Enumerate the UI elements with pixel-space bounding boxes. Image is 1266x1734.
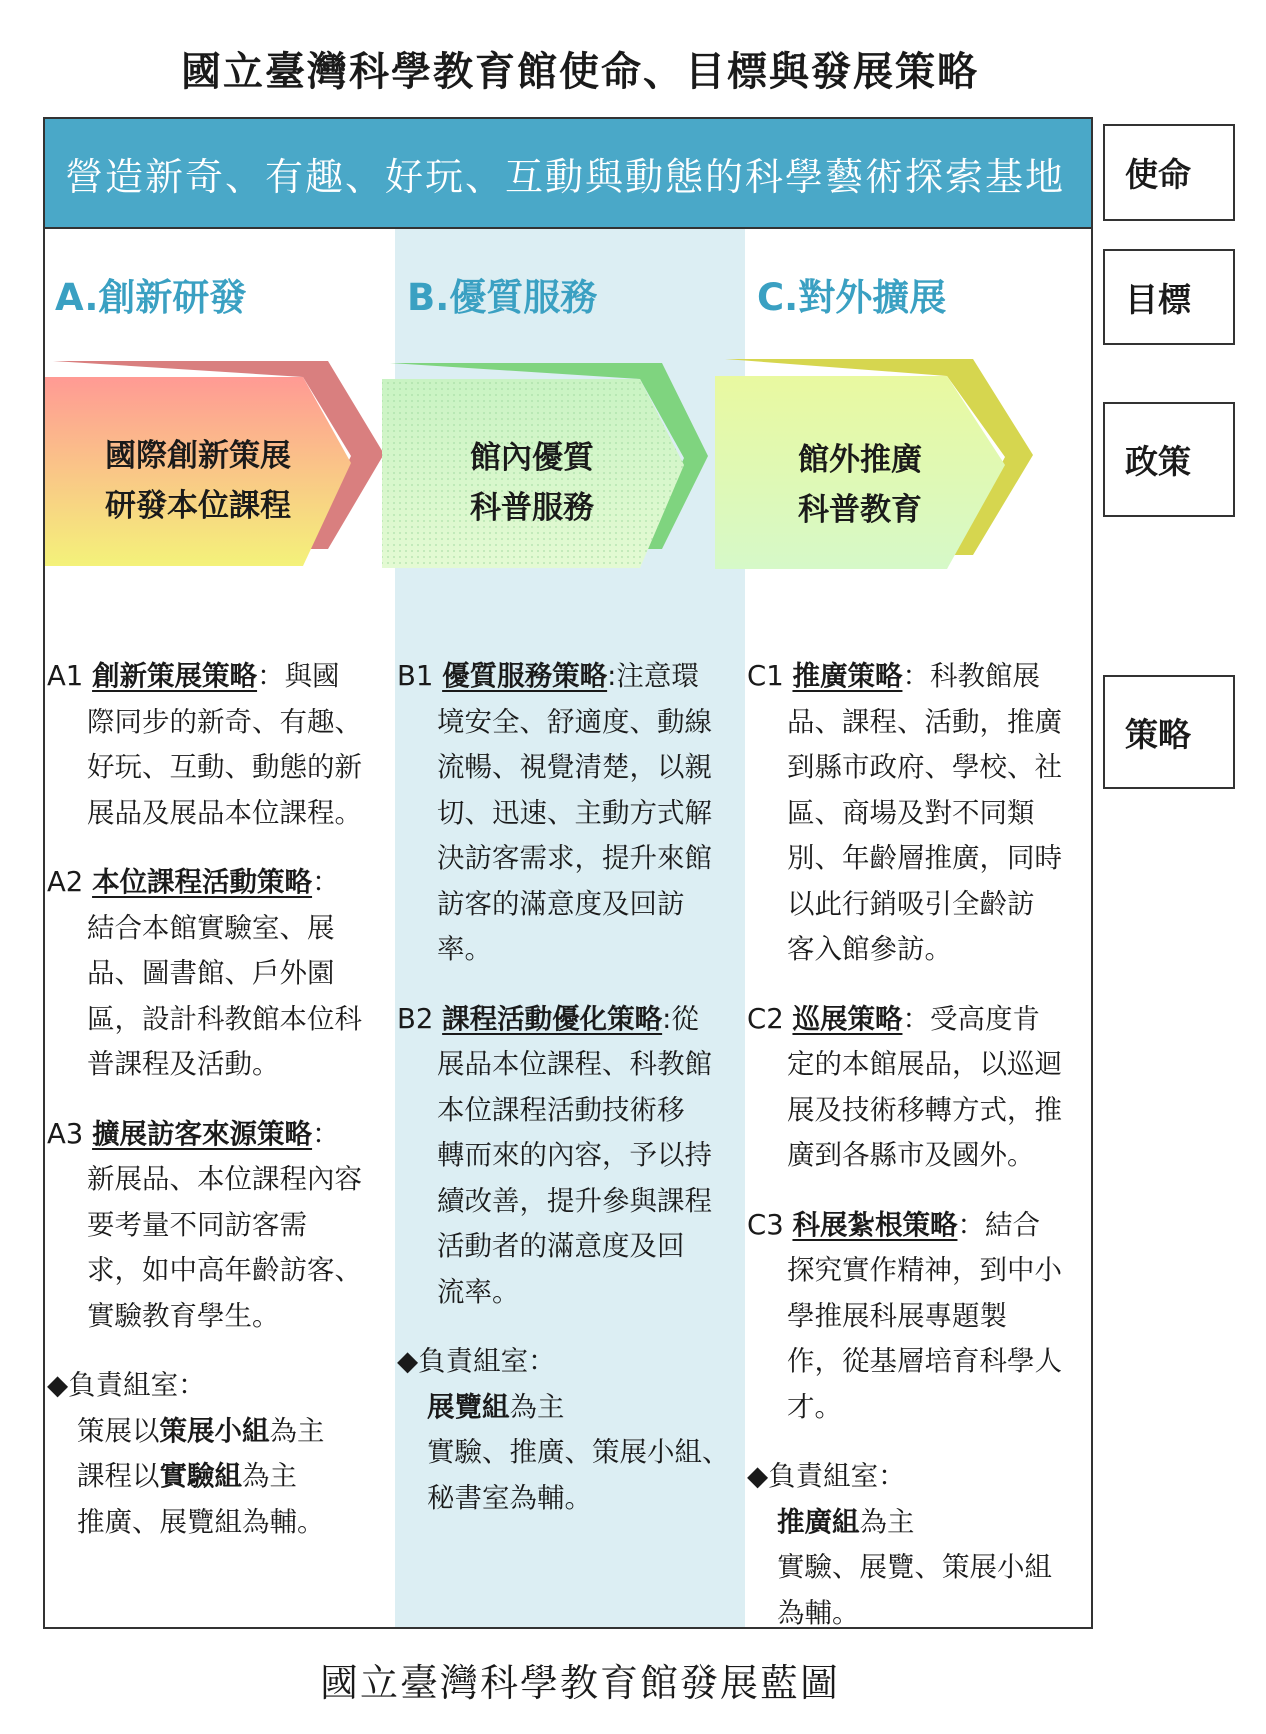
strategy-text: 率。: [437, 933, 492, 965]
strategy-text: 區、商場及對不同類: [787, 796, 1035, 829]
responsible-text: 為主: [242, 1460, 297, 1492]
responsible-text: 實驗、推廣、策展小組、: [427, 1436, 730, 1468]
side-label-policy: [1103, 402, 1235, 517]
strategy-text: 受高度肯: [929, 1002, 1040, 1035]
policy-arrow-a: [45, 361, 390, 581]
policy-c-line1: 館外推廣: [798, 442, 922, 479]
strategy-text: 探究實作精神，到中小: [787, 1254, 1062, 1286]
page-title: 國立臺灣科學教育館使命、目標與發展策略: [181, 49, 979, 95]
strategy-name: 推廣策略: [792, 660, 903, 692]
strategy-code: C1: [747, 660, 784, 692]
responsible-heading: ◆負責組室：: [47, 1369, 206, 1401]
responsible-text: 為主: [509, 1390, 565, 1423]
strategy-text: 廣到各縣市及國外。: [787, 1139, 1035, 1171]
strategy-text: 本位課程活動技術移: [437, 1093, 685, 1126]
lead-unit: 實驗組: [159, 1460, 242, 1492]
mission-banner: 營造新奇、有趣、好玩、互動與動態的科學藝術探索基地: [45, 119, 1091, 229]
strategy-column-a: [47, 654, 392, 1545]
responsible-text: 推廣、展覽組為輔。: [77, 1505, 325, 1538]
strategy-text: 結合: [984, 1208, 1040, 1241]
strategy-name: 課程活動優化策略: [442, 1002, 663, 1035]
policy-c-line2: 科普教育: [798, 492, 922, 528]
side-label-text: 目標: [1125, 279, 1191, 319]
strategy-name: 擴展訪客來源策略: [92, 1117, 313, 1150]
goal-b: B.優質服務: [407, 276, 598, 319]
strategy-text: 流暢、視覺清楚，以親: [437, 751, 712, 783]
strategy-separator: :: [607, 660, 617, 692]
strategy-text: 切、迅速、主動方式解: [437, 796, 712, 829]
lead-unit: 展覽組: [427, 1390, 510, 1423]
strategy-separator: ：: [902, 660, 930, 692]
strategy-text: 訪客的滿意度及回訪: [437, 887, 685, 920]
responsible-text: 實驗、展覽、策展小組: [777, 1551, 1052, 1583]
strategy-name: 優質服務策略: [442, 660, 608, 692]
strategy-text: 區，設計科教館本位科: [87, 1002, 362, 1035]
responsible-units-c: [747, 1454, 1092, 1636]
strategy-code: A3: [47, 1117, 84, 1150]
strategy-name: 本位課程活動策略: [92, 866, 313, 898]
strategy-a2: [47, 860, 392, 1088]
strategy-text: 展品本位課程、科教館: [437, 1048, 712, 1080]
lead-unit: 推廣組: [777, 1505, 860, 1538]
policy-b-line2: 科普服務: [470, 490, 594, 526]
responsible-text: 為主: [859, 1505, 915, 1538]
strategy-text: 別、年齡層推廣，同時: [787, 842, 1062, 874]
responsible-text: 為輔。: [777, 1596, 860, 1629]
strategy-text: 流率。: [437, 1275, 520, 1308]
side-label-text: 策略: [1125, 714, 1191, 754]
strategy-name: 科展紮根策略: [792, 1208, 958, 1241]
lead-unit: 策展小組: [159, 1414, 270, 1447]
goal-a: A.創新研發: [55, 276, 247, 319]
strategy-text: 客入館參訪。: [787, 933, 952, 965]
strategy-text: 好玩、互動、動態的新: [87, 751, 362, 783]
strategy-text: 品、圖書館、戶外園: [87, 957, 335, 989]
strategy-text: 展品及展品本位課程。: [87, 796, 362, 829]
strategy-b1: [397, 654, 742, 973]
strategy-text: 實驗教育學生。: [87, 1299, 280, 1332]
strategy-code: B1: [397, 660, 434, 692]
strategy-separator: :: [662, 1002, 672, 1035]
strategy-text: 求，如中高年齡訪客、: [87, 1254, 362, 1286]
strategy-a3: [47, 1112, 392, 1340]
strategy-c2: [747, 997, 1092, 1179]
strategy-text: 以此行銷吸引全齡訪: [787, 887, 1035, 920]
strategy-column-c: [747, 654, 1092, 1636]
strategy-text: 才。: [787, 1390, 842, 1423]
side-label-strategy: [1103, 675, 1235, 789]
strategy-text: 展及技術移轉方式，推: [787, 1093, 1062, 1126]
strategy-text: 與國: [284, 660, 340, 692]
responsible-text: 為主: [269, 1414, 325, 1447]
strategy-text: 作，從基層培育科學人: [787, 1345, 1062, 1377]
strategy-text: 普課程及活動。: [87, 1048, 280, 1080]
strategy-column-b: [397, 654, 742, 1521]
side-label-goals: [1103, 249, 1235, 345]
responsible-heading: ◆負責組室：: [747, 1460, 906, 1492]
strategy-code: C2: [747, 1002, 784, 1035]
policy-arrow-c: [715, 359, 1065, 589]
strategy-name: 創新策展策略: [92, 660, 258, 692]
figure-caption: 國立臺灣科學教育館發展藍圖: [319, 1661, 840, 1705]
strategy-text: 際同步的新奇、有趣、: [87, 705, 362, 738]
strategy-text: 新展品、本位課程內容: [87, 1163, 362, 1195]
strategy-text: 決訪客需求，提升來館: [437, 842, 712, 874]
strategy-code: A1: [47, 660, 84, 692]
strategy-text: 定的本館展品，以巡迴: [787, 1048, 1062, 1080]
policy-a-line2: 研發本位課程: [105, 488, 291, 524]
policy-a-line1: 國際創新策展: [105, 438, 291, 475]
strategy-c3: [747, 1203, 1092, 1431]
strategy-text: 注意環: [616, 660, 699, 692]
goal-c: C.對外擴展: [757, 276, 947, 319]
strategy-text: 要考量不同訪客需: [87, 1208, 307, 1241]
responsible-units-a: [47, 1363, 392, 1545]
side-label-text: 政策: [1125, 442, 1191, 481]
strategy-code: C3: [747, 1208, 784, 1241]
strategy-text: 科教館展: [929, 660, 1040, 692]
policy-arrow-b: [380, 363, 730, 583]
strategy-c1: [747, 654, 1092, 973]
strategy-code: A2: [47, 866, 84, 898]
strategy-code: B2: [397, 1002, 434, 1035]
strategy-text: 活動者的滿意度及回: [437, 1230, 685, 1262]
strategy-text: 續改善，提升參與課程: [437, 1184, 712, 1217]
responsible-text: 課程以: [77, 1460, 160, 1492]
strategy-text: 從: [671, 1002, 699, 1035]
strategy-text: 轉而來的內容，予以持: [437, 1139, 712, 1171]
strategy-text: 學推展科展專題製: [787, 1299, 1007, 1332]
strategy-separator: ：: [957, 1208, 985, 1241]
strategy-a1: [47, 654, 392, 836]
side-label-text: 使命: [1125, 155, 1191, 194]
strategy-text: 結合本館實驗室、展: [87, 911, 335, 944]
strategy-text: 到縣市政府、學校、社: [787, 751, 1062, 783]
strategy-separator: ：: [312, 866, 340, 898]
responsible-heading: ◆負責組室：: [397, 1345, 556, 1377]
strategy-separator: ：: [312, 1117, 340, 1150]
responsible-units-b: [397, 1339, 742, 1521]
side-label-mission: [1103, 124, 1235, 221]
strategy-separator: ：: [257, 660, 285, 692]
strategy-separator: ：: [902, 1002, 930, 1035]
strategy-b2: [397, 997, 742, 1316]
policy-b-line1: 館內優質: [470, 440, 594, 477]
blueprint-frame: [43, 117, 1093, 1629]
strategy-text: 品、課程、活動，推廣: [787, 705, 1062, 738]
responsible-text: 策展以: [77, 1414, 160, 1447]
strategy-text: 境安全、舒適度、動線: [437, 705, 712, 738]
strategy-name: 巡展策略: [792, 1002, 903, 1035]
responsible-text: 秘書室為輔。: [427, 1481, 592, 1514]
